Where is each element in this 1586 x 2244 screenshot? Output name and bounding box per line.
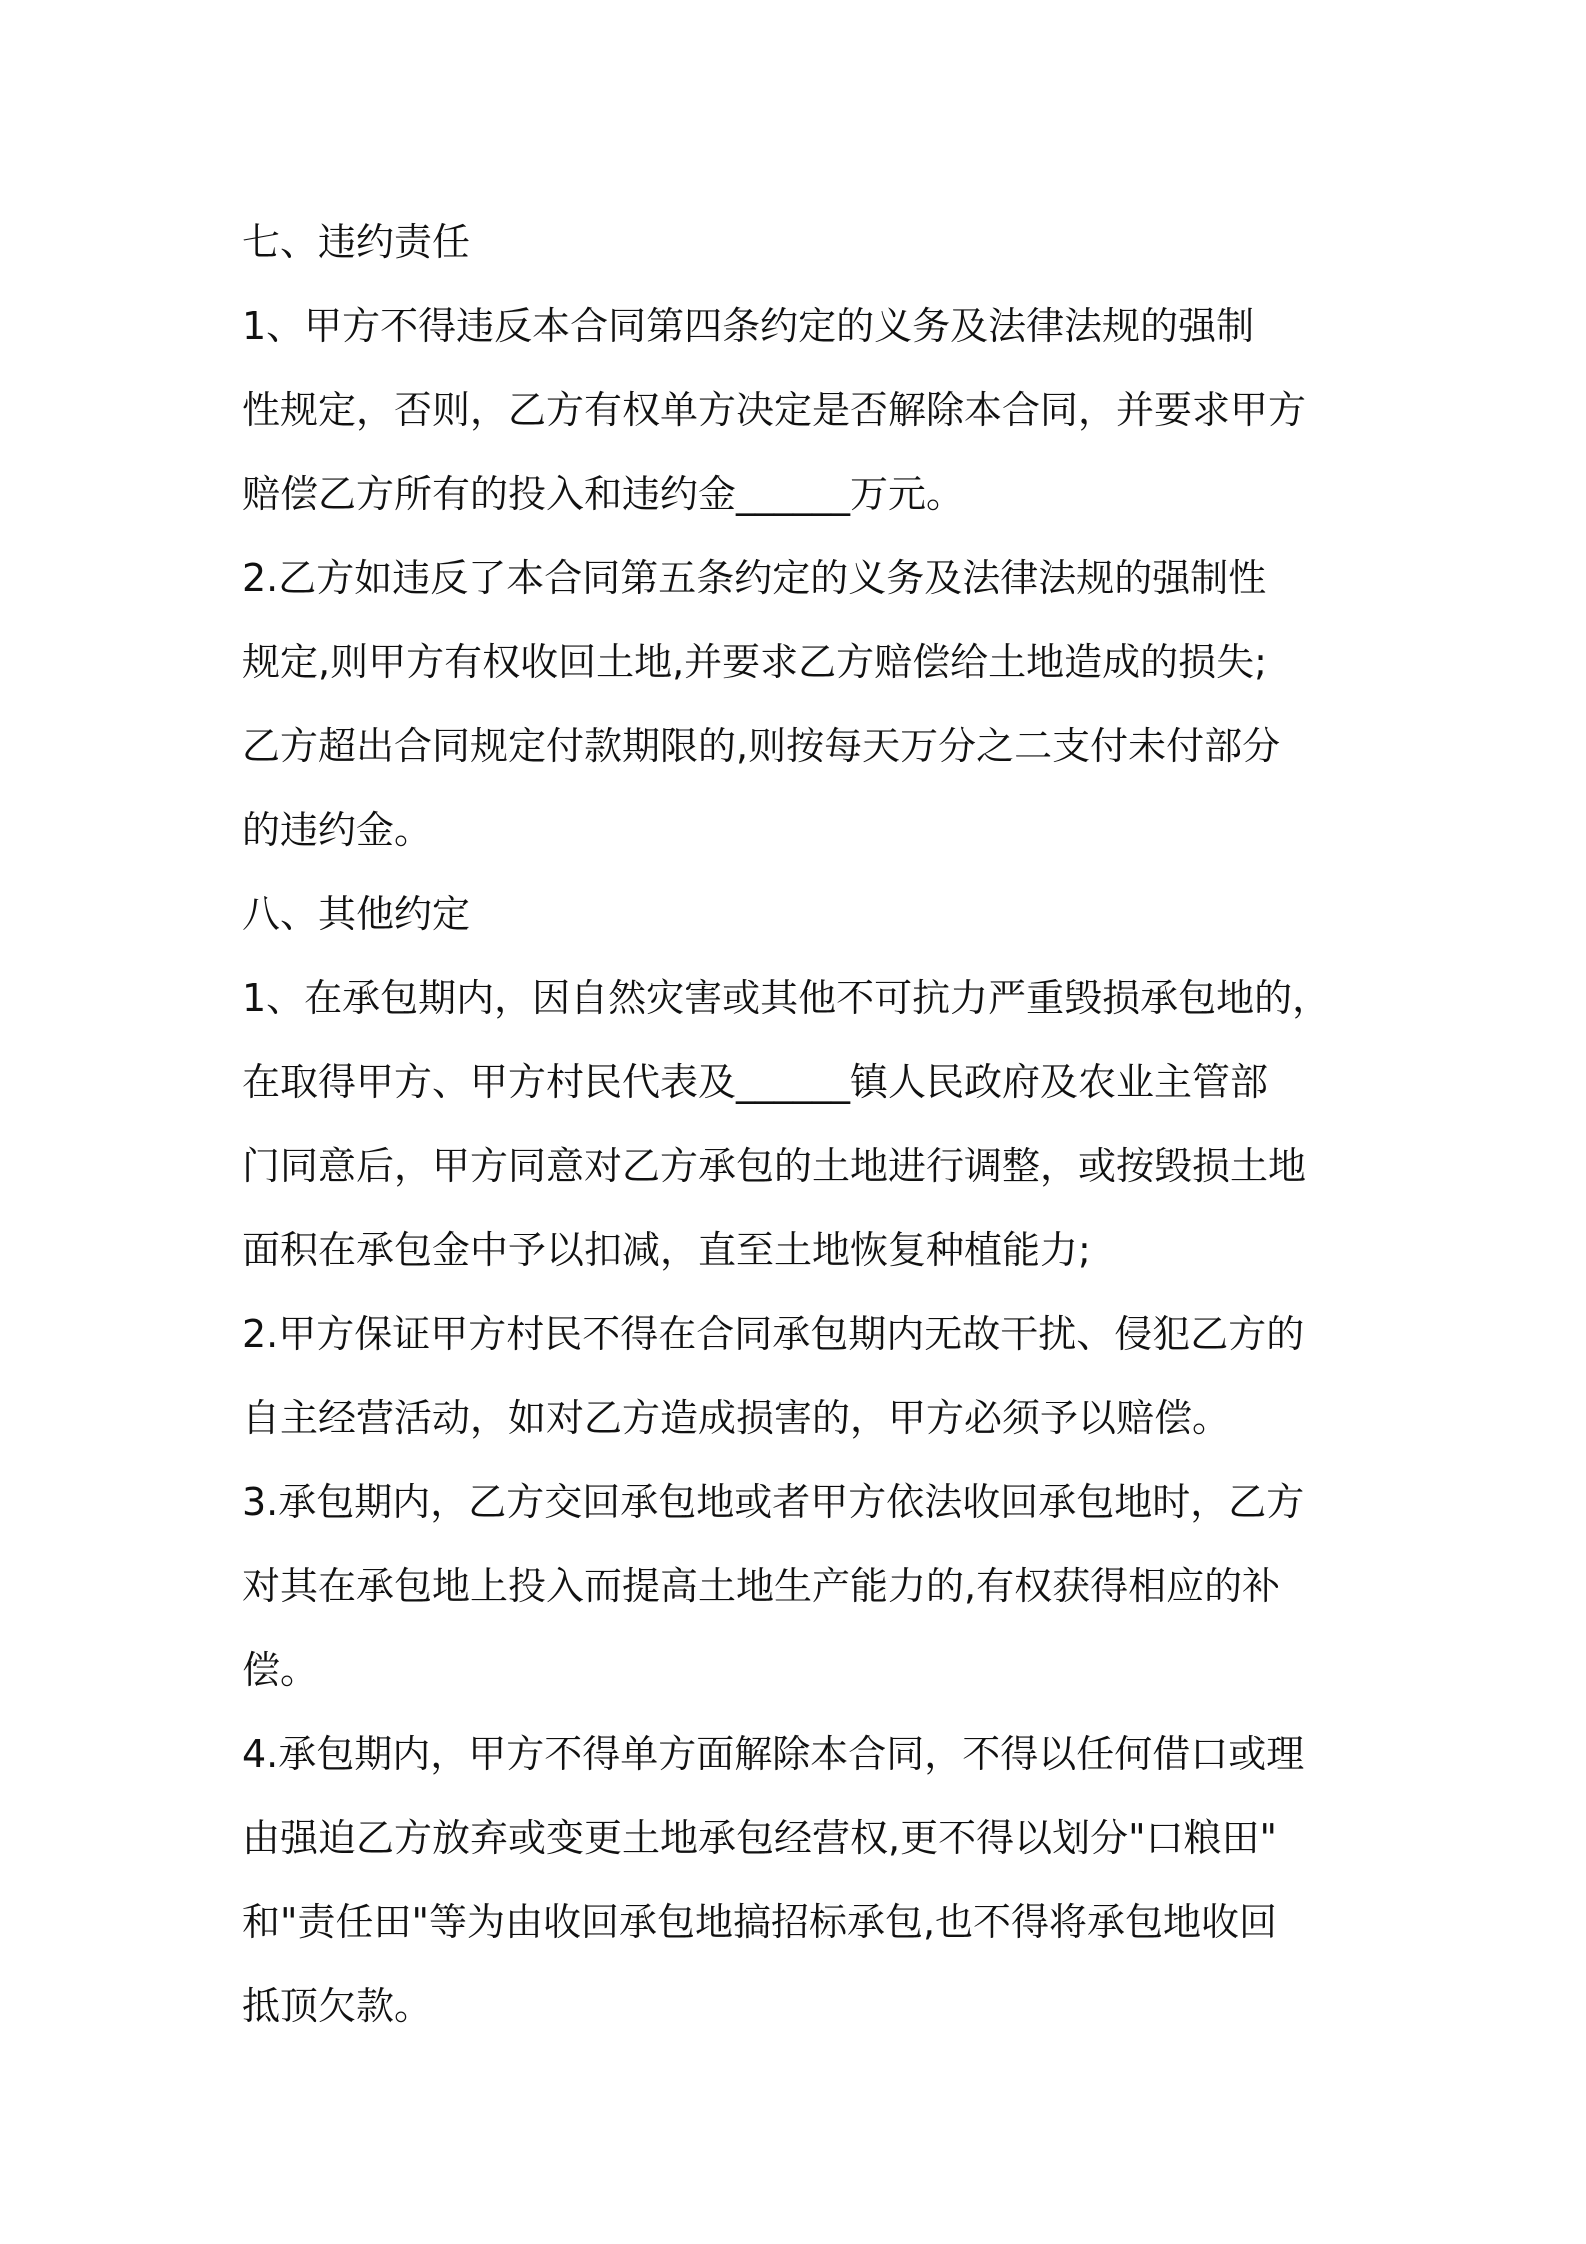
paragraph-line: 和"责任田"等为由收回承包地搞招标承包,也不得将承包地收回 — [242, 1900, 1278, 1944]
paragraph-line: 门同意后，甲方同意对乙方承包的土地进行调整，或按毁损土地 — [242, 1144, 1307, 1188]
paragraph-line: 在取得甲方、甲方村民代表及______镇人民政府及农业主管部 — [242, 1060, 1269, 1104]
paragraph-line: 4.承包期内，甲方不得单方面解除本合同，不得以任何借口或理 — [242, 1732, 1305, 1776]
document-body — [242, 200, 1362, 2048]
paragraph-line: 乙方超出合同规定付款期限的,则按每天万分之二支付未付部分 — [242, 724, 1281, 768]
section-heading-8: 八、其他约定 — [242, 892, 471, 936]
paragraph-line: 性规定，否则，乙方有权单方决定是否解除本合同，并要求甲方 — [242, 388, 1307, 432]
paragraph-line: 的违约金。 — [242, 808, 433, 852]
paragraph-line: 1、甲方不得违反本合同第四条约定的义务及法律法规的强制 — [242, 304, 1255, 348]
paragraph-line: 对其在承包地上投入而提高土地生产能力的,有权获得相应的补 — [242, 1564, 1281, 1608]
section-heading-7: 七、违约责任 — [242, 220, 471, 264]
paragraph-line: 自主经营活动，如对乙方造成损害的，甲方必须予以赔偿。 — [242, 1396, 1231, 1440]
paragraph-line: 1、在承包期内，因自然灾害或其他不可抗力严重毁损承包地的， — [242, 976, 1331, 1020]
paragraph-line: 3.承包期内，乙方交回承包地或者甲方依法收回承包地时，乙方 — [242, 1480, 1305, 1524]
paragraph-line: 规定,则甲方有权收回土地,并要求乙方赔偿给土地造成的损失; — [242, 640, 1267, 684]
paragraph-line: 偿。 — [242, 1648, 319, 1692]
paragraph-line: 2.乙方如违反了本合同第五条约定的义务及法律法规的强制性 — [242, 556, 1267, 600]
paragraph-line: 抵顶欠款。 — [242, 1984, 433, 2028]
paragraph-line: 面积在承包金中予以扣减，直至土地恢复种植能力; — [242, 1228, 1091, 1272]
paragraph-line: 2.甲方保证甲方村民不得在合同承包期内无故干扰、侵犯乙方的 — [242, 1312, 1305, 1356]
paragraph-line: 由强迫乙方放弃或变更土地承包经营权,更不得以划分"口粮田" — [242, 1816, 1278, 1860]
paragraph-line: 赔偿乙方所有的投入和违约金______万元。 — [242, 472, 965, 516]
